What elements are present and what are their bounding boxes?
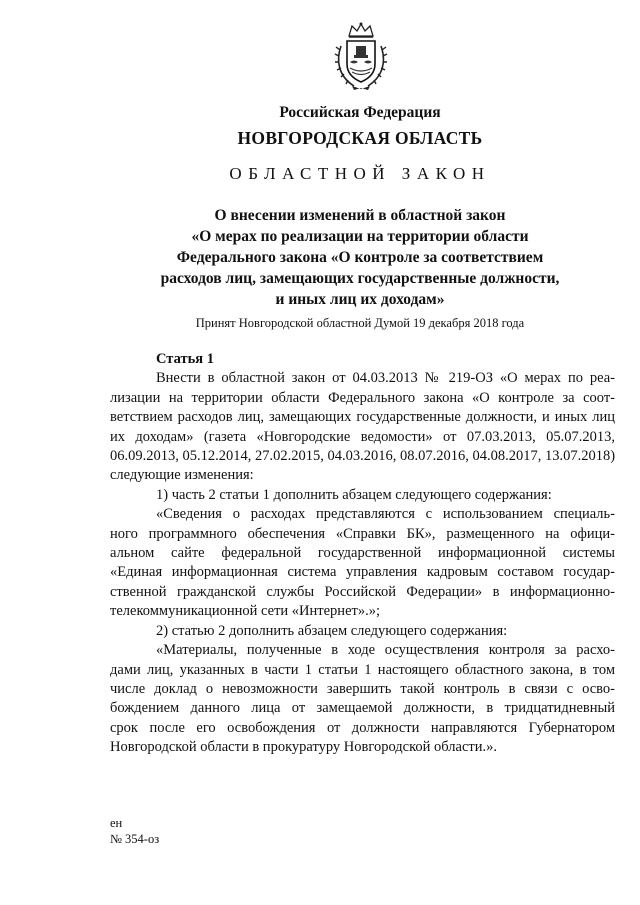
text-line: «Сведения о расходах представляются с использованием специаль- <box>156 506 615 523</box>
article-body <box>110 350 615 758</box>
text-line: бождением данного лица от замещаемой должности, в тридцатидневный <box>110 700 615 717</box>
title-line: Федерального закона «О контроле за соответствием <box>176 249 544 266</box>
text-line: ственной гражданской службы Российской Федерации» в информационно- <box>110 583 615 600</box>
quote-2 <box>110 641 615 757</box>
text-line: их доходам» (газета «Новгородские ведомости» от 07.03.2013, 05.07.2013, <box>110 428 615 445</box>
text-line: 2) статью 2 дополнить абзацем следующего содержания: <box>156 622 508 639</box>
region-name: НОВГОРОДСКАЯ ОБЛАСТЬ <box>237 128 483 148</box>
article-intro <box>110 369 615 485</box>
text-line: «Единая информационная система управления кадровым составом государ- <box>110 564 615 581</box>
text-line: срок после его освобождения от должности направляются Губернатором <box>110 719 615 736</box>
text-line: 1) часть 2 статьи 1 дополнить абзацем следующего содержания: <box>156 486 552 503</box>
title-line: «О мерах по реализации на территории области <box>191 228 529 245</box>
text-line: числе доклад о невозможности завершить такой контроль в связи с осво- <box>110 680 615 697</box>
law-type: ОБЛАСТНОЙ ЗАКОН <box>229 164 491 183</box>
text-line: ветствием расходов лиц, замещающих государственные должности, и иных лиц <box>110 409 615 426</box>
text-line: «Материалы, полученные в ходе осуществления контроля за расхо- <box>156 642 615 659</box>
law-title <box>90 205 630 310</box>
article-heading: Статья 1 <box>156 351 214 367</box>
country-name: Российская Федерация <box>279 104 441 121</box>
text-line: Внести в областной закон от 04.03.2013 № 219-ОЗ «О мерах по реа- <box>156 370 615 387</box>
title-line: О внесении изменений в областной закон <box>214 207 506 224</box>
text-line: лизации на территории области Федерального закона «О контроле за соот- <box>110 389 615 406</box>
text-line: альном сайте федеральной государственной информационной системы <box>110 545 615 562</box>
item-2 <box>110 622 615 641</box>
law-number: № 354-оз <box>110 832 160 846</box>
item-1 <box>110 486 615 505</box>
title-line: и иных лиц их доходам» <box>275 291 445 308</box>
text-line: Новгородской области в прокуратуру Новгородской области.». <box>110 739 498 756</box>
text-line: дами лиц, указанных в части 1 статьи 1 настоящего областного закона, в том <box>110 661 615 678</box>
title-line: расходов лиц, замещающих государственные должности, <box>160 270 560 287</box>
footer-initials: ен <box>110 816 123 830</box>
coat-of-arms-icon <box>332 22 390 92</box>
text-line: следующие изменения: <box>110 467 254 484</box>
document-footer <box>110 815 159 847</box>
text-line: 06.09.2013, 05.12.2014, 27.02.2015, 04.03.2016, 08.07.2016, 04.08.2017, 13.07.2018) <box>110 448 616 465</box>
quote-1 <box>110 505 615 621</box>
text-line: телекоммуникационной сети «Интернет».»; <box>110 603 380 620</box>
adoption-note: Принят Новгородской областной Думой 19 декабря 2018 года <box>195 316 525 330</box>
text-line: ного программного обеспечения «Справки БК», размещенного на офици- <box>110 525 615 542</box>
